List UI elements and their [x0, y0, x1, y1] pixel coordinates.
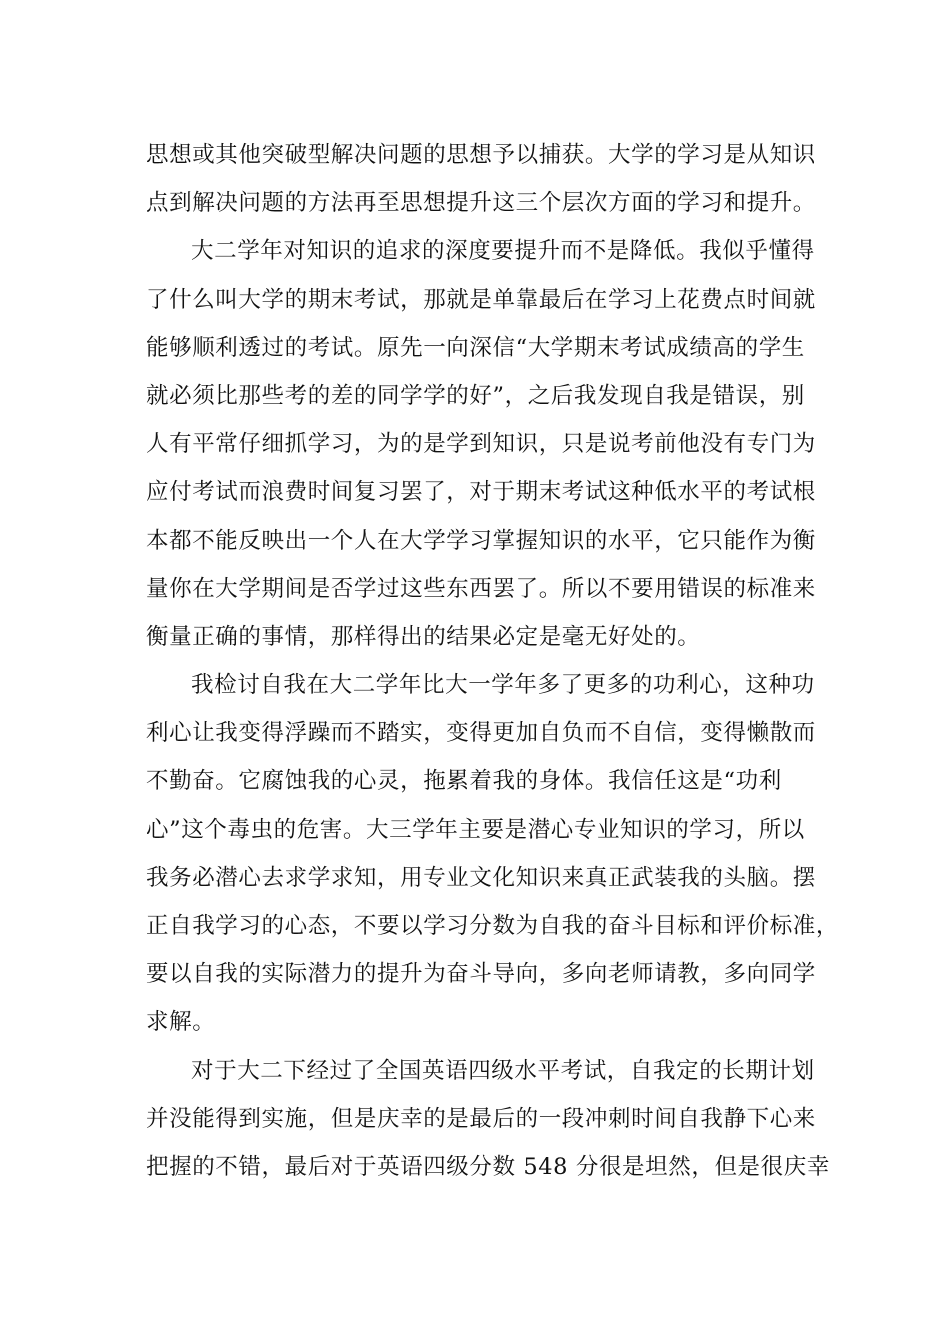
text-line: 并没能得到实施，但是庆幸的是最后的一段冲刺时间自我静下心来 [146, 1105, 816, 1132]
text-line: 衡量正确的事情，那样得出的结果必定是毫无好处的。 [146, 623, 701, 650]
paragraph-first-line: 对于大二下经过了全国英语四级水平考试，自我定的长期计划 [191, 1057, 815, 1084]
text-line: 本都不能反映出一个人在大学学习掌握知识的水平，它只能作为衡 [146, 527, 816, 554]
text-line: 应付考试而浪费时间复习罢了，对于期末考试这种低水平的考试根 [146, 479, 816, 506]
text-line: 利心让我变得浮躁而不踏实，变得更加自负而不自信，变得懒散而 [146, 720, 816, 747]
text-line: 量你在大学期间是否学过这些东西罢了。所以不要用错误的标准来 [146, 575, 816, 602]
text-line: 了什么叫大学的期末考试，那就是单靠最后在学习上花费点时间就 [146, 286, 816, 313]
paragraph-first-line: 我检讨自我在大二学年比大一学年多了更多的功利心，这种功 [191, 672, 815, 699]
text-line: 我务必潜心去求学求知，用专业文化知识来真正武装我的头脑。摆 [146, 864, 816, 891]
text-line: 心”这个毒虫的危害。大三学年主要是潜心专业知识的学习，所以 [146, 816, 805, 843]
body-text [146, 131, 840, 1191]
paragraph-first-line: 大二学年对知识的追求的深度要提升而不是降低。我似乎懂得 [191, 238, 815, 265]
text-line: 求解。 [146, 1009, 216, 1036]
text-line: 点到解决问题的方法再至思想提升这三个层次方面的学习和提升。 [146, 190, 816, 217]
text-line: 把握的不错，最后对于英语四级分数 548 分很是坦然，但是很庆幸 [146, 1153, 830, 1180]
text-line: 人有平常仔细抓学习，为的是学到知识，只是说考前他没有专门为 [146, 431, 816, 458]
text-line: 不勤奋。它腐蚀我的心灵，拖累着我的身体。我信任这是“功利 [146, 768, 782, 795]
text-line: 要以自我的实际潜力的提升为奋斗导向，多向老师请教，多向同学 [146, 961, 816, 988]
text-line: 正自我学习的心态，不要以学习分数为自我的奋斗目标和评价标准， [146, 913, 840, 939]
text-line: 就必须比那些考的差的同学学的好”，之后我发现自我是错误，别 [146, 382, 805, 409]
text-line: 能够顺利透过的考试。原先一向深信“大学期末考试成绩高的学生 [146, 334, 805, 361]
text-line: 思想或其他突破型解决问题的思想予以捕获。大学的学习是从知识 [146, 142, 816, 168]
